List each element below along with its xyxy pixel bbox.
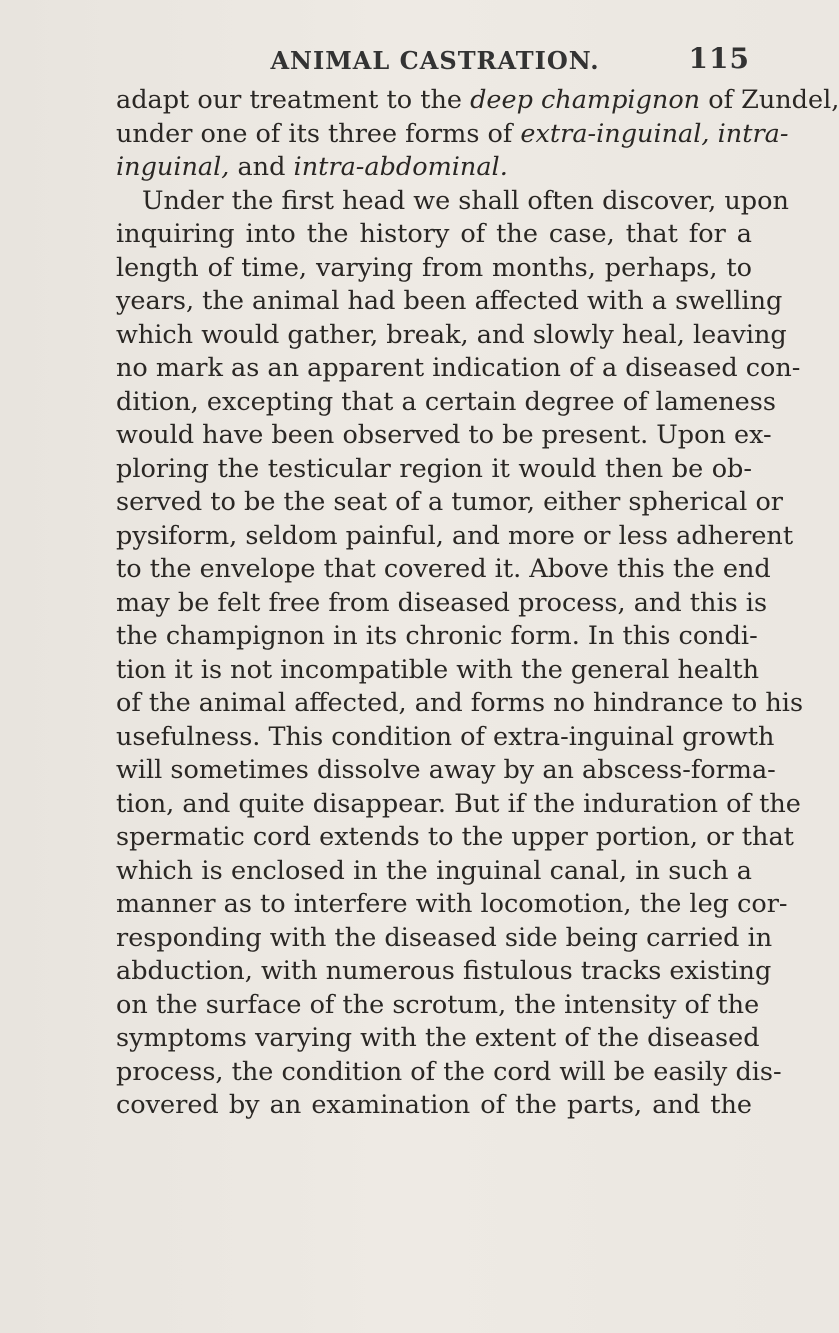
- text-run: length of time, varying from months, perhaps, to: [116, 252, 752, 283]
- text-run: will sometimes dissolve away by an abscess-forma-: [116, 755, 776, 785]
- text-line: [116, 252, 752, 286]
- text-run: usefulness. This condition of extra-inguinal growth: [116, 721, 775, 752]
- text-line: [116, 788, 801, 822]
- text-line: [116, 386, 776, 420]
- text-line: [116, 721, 775, 755]
- body-text: [116, 84, 839, 1123]
- text-line: [116, 1089, 752, 1123]
- text-run: pysiform, seldom painful, and more or less adherent: [116, 520, 794, 551]
- text-line: [116, 319, 787, 353]
- text-line: [116, 620, 758, 654]
- running-title: ANIMAL CASTRATION.: [270, 46, 600, 75]
- text-run: inquiring into the history of the case, that for a: [116, 219, 752, 249]
- text-run: tion it is not incompatible with the general health: [116, 654, 760, 685]
- text-run: which is enclosed in the inguinal canal, in such a: [116, 855, 752, 886]
- text-run: dition, excepting that a certain degree of lameness: [116, 386, 776, 417]
- text-run: which would gather, break, and slowly heal, leaving: [116, 319, 787, 350]
- italic-run: extra-inguinal, intra-: [520, 118, 789, 149]
- text-line: [116, 84, 839, 118]
- text-run: and: [229, 152, 294, 182]
- text-line: [116, 352, 801, 386]
- text-run: symptoms varying with the extent of the diseased: [116, 1023, 760, 1053]
- text-run: years, the animal had been affected with a swelling: [116, 286, 783, 316]
- text-run: may be felt free from diseased process, and this is: [116, 587, 768, 618]
- text-line: [116, 185, 789, 219]
- text-line: [116, 855, 752, 889]
- running-head: [120, 40, 750, 80]
- text-run: Under the first head we shall often discover, upon: [142, 185, 789, 216]
- text-run: of Zundel,: [700, 85, 839, 115]
- text-run: served to be the seat of a tumor, either spherical or: [116, 487, 783, 517]
- text-run: responding with the diseased side being carried in: [116, 922, 773, 953]
- text-line: [116, 989, 760, 1023]
- text-line: [116, 118, 789, 152]
- text-run: the champignon in its chronic form. In this condi-: [116, 621, 758, 651]
- text-line: [116, 520, 794, 554]
- text-line: [116, 687, 804, 721]
- text-run: adapt our treatment to the: [116, 85, 471, 115]
- text-line: [116, 486, 783, 520]
- text-line: [116, 888, 788, 922]
- text-line: [116, 453, 752, 487]
- text-run: process, the condition of the cord will be easily dis-: [116, 1056, 782, 1087]
- text-run: no mark as an apparent indication of a diseased con-: [116, 353, 801, 383]
- text-line: [116, 654, 760, 688]
- text-line: [116, 587, 768, 621]
- text-run: abduction, with numerous fistulous tracks existing: [116, 956, 772, 986]
- italic-run: deep champignon: [470, 85, 701, 115]
- text-run: spermatic cord extends to the upper portion, or that: [116, 822, 794, 852]
- text-run: covered by an examination of the parts, and the: [116, 1090, 752, 1120]
- text-line: [116, 285, 783, 319]
- text-line: [116, 922, 773, 956]
- text-line: [116, 553, 771, 587]
- text-line: [116, 218, 752, 252]
- text-line: [116, 754, 776, 788]
- text-line: [116, 151, 752, 185]
- text-run: tion, and quite disappear. But if the induration of the: [116, 788, 801, 819]
- text-run: under one of its three forms of: [116, 118, 521, 149]
- text-run: to the envelope that covered it. Above this the end: [116, 554, 771, 584]
- text-line: [116, 419, 772, 453]
- italic-run: intra-abdominal.: [293, 152, 508, 182]
- text-line: [116, 955, 772, 989]
- text-run: would have been observed to be present. Upon ex-: [116, 420, 772, 450]
- page-number: 115: [688, 42, 750, 75]
- text-line: [116, 821, 794, 855]
- text-run: of the animal affected, and forms no hindrance to his: [116, 688, 804, 718]
- text-run: manner as to interfere with locomotion, the leg cor-: [116, 889, 788, 919]
- text-run: ploring the testicular region it would then be ob-: [116, 453, 752, 484]
- italic-run: inguinal,: [116, 152, 230, 182]
- text-run: on the surface of the scrotum, the intensity of the: [116, 989, 760, 1020]
- text-line: [116, 1022, 760, 1056]
- text-line: [116, 1056, 782, 1090]
